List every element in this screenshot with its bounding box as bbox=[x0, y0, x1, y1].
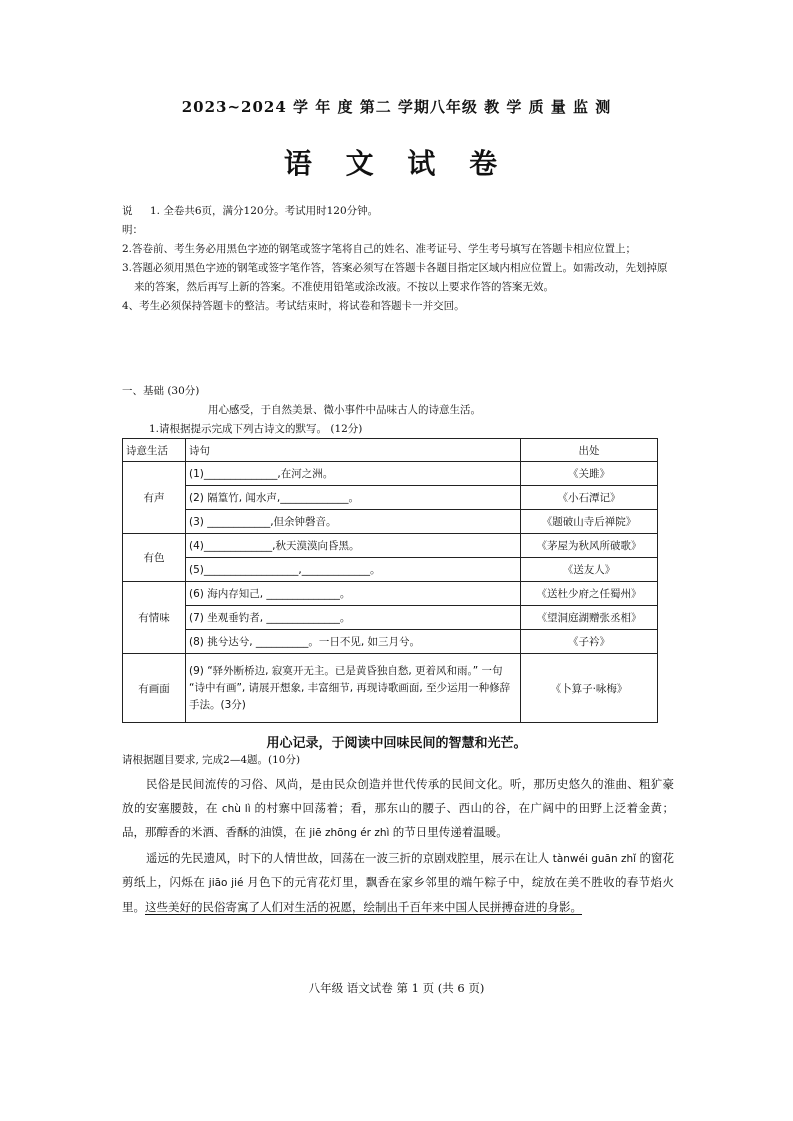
exam-header: 2023~2024 学 年 度 第二 学期八年级 教 学 质 量 监 测 bbox=[181, 98, 612, 116]
source-cell: 《卜算子·咏梅》 bbox=[521, 654, 658, 723]
category-cell: 有声 bbox=[123, 462, 186, 534]
table-row bbox=[123, 582, 658, 606]
passage-text: 的村寨中回荡着；看，那东山的腰子、西山的谷，在广阔中的田野上泛着金黄；品，那醇香的米酒、香酥的油馍，在 bbox=[122, 800, 674, 839]
exam-title: 语 文 试 卷 bbox=[283, 147, 510, 180]
source-cell: 《送杜少府之任蜀州》 bbox=[521, 582, 658, 606]
passage-text: 的节日里传递着温暖。 bbox=[392, 825, 508, 839]
source-cell: 《题破山寺后禅院》 bbox=[521, 510, 658, 534]
verse-cell[interactable]: (4)_____________,秋天漠漠向昏黑。 bbox=[186, 534, 521, 558]
header-source: 出处 bbox=[521, 439, 658, 462]
passage-paragraph-2 bbox=[122, 847, 674, 920]
instructions bbox=[122, 202, 670, 316]
table-row bbox=[123, 558, 658, 582]
section-2-heading: 用心记录，于阅读中回味民间的智慧和光芒。 bbox=[266, 736, 527, 751]
verse-cell[interactable]: (5)__________________,_____________。 bbox=[186, 558, 521, 582]
category-cell: 有画面 bbox=[123, 654, 186, 723]
category-cell: 有色 bbox=[123, 534, 186, 582]
verse-cell[interactable]: (8) 挑兮达兮, __________。一日不见, 如三月兮。 bbox=[186, 630, 521, 654]
source-cell: 《小石潭记》 bbox=[521, 486, 658, 510]
table-row bbox=[123, 606, 658, 630]
verse-cell[interactable]: (1)______________,在河之洲。 bbox=[186, 462, 521, 486]
instruction-item-4: 4、考生必须保持答题卡的整洁。考试结束时，将试卷和答题卡一并交回。 bbox=[122, 300, 465, 312]
verse-cell[interactable]: (6) 海内存知己, ______________。 bbox=[186, 582, 521, 606]
instructions-label: 说明： bbox=[122, 205, 143, 236]
source-cell: 《望洞庭湖赠张丞相》 bbox=[521, 606, 658, 630]
passage-text: 的窗花剪纸上，闪烁在 bbox=[122, 850, 675, 889]
passage-text: 遥远的先民遗风，时下的人情世故，回荡在一波三折的京剧戏腔里，展示在让人 bbox=[146, 850, 550, 865]
verse-cell[interactable]: (9) “驿外断桥边, 寂寞开无主。已是黄昏独自愁, 更着风和雨。” 一句 “诗中有画”, 请展开想象, 丰富细节, 再现诗歌画面, 至少运用一种修辞手法。(3分) bbox=[186, 654, 521, 723]
source-cell: 《送友人》 bbox=[521, 558, 658, 582]
pinyin-blank: jiē zhōng ér zhì bbox=[306, 827, 393, 839]
page-footer: 八年级 语文试卷 第 1 页 (共 6 页) bbox=[308, 981, 485, 995]
instruction-item-3: 3.答题必须用黑色字迹的钢笔或签字笔作答，答案必须写在答题卡各题目指定区域内相应位置上。如需改动，先划掉原来的答案，然后再写上新的答案。不准使用铅笔或涂改液。不按以上要求作答的答案无效。 bbox=[122, 262, 668, 293]
question-1-prompt: 1.请根据提示完成下列古诗文的默写。 (12分) bbox=[149, 423, 363, 435]
instruction-text: 1. 全卷共6页，满分120分。考试用时120分钟。 bbox=[150, 205, 379, 217]
reading-passage bbox=[122, 773, 674, 919]
underlined-sentence: 这些美好的民俗寄寓了人们对生活的祝愿，绘制出千百年来中国人民拼搏奋进的身影。 bbox=[145, 899, 582, 914]
table-row bbox=[123, 510, 658, 534]
source-cell: 《子衿》 bbox=[521, 630, 658, 654]
verse-cell[interactable]: (3) ____________,但余钟磬音。 bbox=[186, 510, 521, 534]
section-intro: 用心感受，于自然美景、微小事件中品味古人的诗意生活。 bbox=[208, 404, 481, 416]
header-category: 诗意生活 bbox=[123, 439, 186, 462]
verse-cell[interactable]: (2) 隔篁竹, 闻水声,_____________。 bbox=[186, 486, 521, 510]
source-cell: 《关雎》 bbox=[521, 462, 658, 486]
pinyin-blank: tànwéi guān zhǐ bbox=[549, 852, 640, 865]
header-verse: 诗句 bbox=[186, 439, 521, 462]
instruction-item-1 bbox=[122, 202, 670, 240]
poem-recitation-table bbox=[122, 438, 658, 723]
section-title: 一、基础 (30分) bbox=[122, 385, 200, 397]
table-header-row bbox=[123, 439, 658, 462]
passage-paragraph-1 bbox=[122, 773, 674, 846]
table-row bbox=[123, 630, 658, 654]
passage-text: 月色下的元宵花灯里，飘香在家乡邻里的端午粽子中，绽放在美不胜收的春节焰火里。 bbox=[122, 875, 675, 914]
passage-text: 民俗是民间流传的习俗、风尚，是由民众创造并世代传承的民间文化。听，那历史悠久的淮曲、粗犷豪放的安塞腰鼓，在 bbox=[122, 777, 674, 815]
pinyin-blank: jiāo jié bbox=[205, 877, 248, 889]
table-row bbox=[123, 534, 658, 558]
verse-cell[interactable]: (7) 坐观垂钓者, ______________。 bbox=[186, 606, 521, 630]
table-row bbox=[123, 654, 658, 723]
table-row bbox=[123, 486, 658, 510]
source-cell: 《茅屋为秋风所破歌》 bbox=[521, 534, 658, 558]
table-row bbox=[123, 462, 658, 486]
pinyin-blank: chù lì bbox=[218, 802, 255, 815]
category-cell: 有情味 bbox=[123, 582, 186, 654]
question-2-prompt: 请根据题目要求, 完成2—4题。(10分) bbox=[122, 754, 301, 766]
instruction-item-2: 2.答卷前、考生务必用黑色字迹的钢笔或签字笔将自己的姓名、准考证号、学生考号填写在答题卡相应位置上； bbox=[122, 243, 637, 255]
